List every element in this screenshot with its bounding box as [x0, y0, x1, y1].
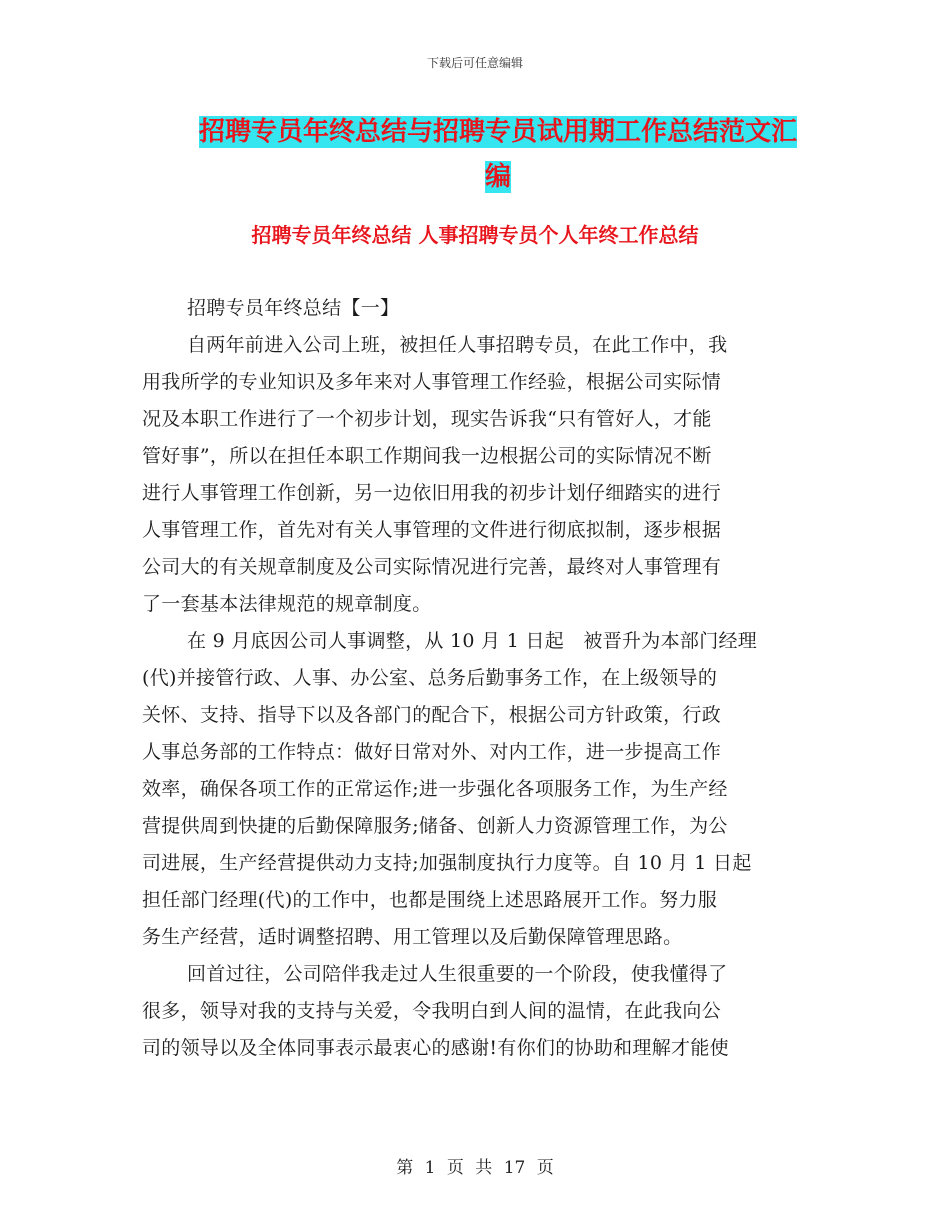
body-line: 回首过往，公司陪伴我走过人生很重要的一个阶段，使我懂得了	[187, 963, 728, 985]
document-title-line-1: 招聘专员年终总结与招聘专员试用期工作总结范文汇	[198, 117, 797, 147]
body-text	[142, 290, 810, 1067]
header-note: 下载后可任意编辑	[426, 56, 523, 70]
document-title	[192, 110, 804, 200]
section-title: 招聘专员年终总结 人事招聘专员个人年终工作总结	[251, 223, 699, 247]
body-line: 管好事”，所以在担任本职工作期间我一边根据公司的实际情况不断	[142, 445, 712, 467]
body-line: 在 9 月底因公司人事调整，从 10 月 1 日起 被晋升为本部门经理	[187, 630, 758, 652]
body-line: 人事管理工作，首先对有关人事管理的文件进行彻底拟制，逐步根据	[142, 519, 722, 541]
body-line: 司进展，生产经营提供动力支持;加强制度执行力度等。自 10 月 1 日起	[142, 852, 752, 874]
body-line: 进行人事管理工作创新，另一边依旧用我的初步计划仔细踏实的进行	[142, 482, 722, 504]
body-line: 营提供周到快捷的后勤保障服务;储备、创新人力资源管理工作，为公	[142, 815, 728, 837]
body-line: (代)并接管行政、人事、办公室、总务后勤事务工作，在上级领导的	[142, 667, 718, 689]
body-line: 用我所学的专业知识及多年来对人事管理工作经验，根据公司实际情	[142, 371, 722, 393]
body-line: 况及本职工作进行了一个初步计划，现实告诉我“只有管好人，才能	[142, 408, 712, 430]
body-line: 务生产经营，适时调整招聘、用工管理以及后勤保障管理思路。	[142, 926, 683, 948]
body-line: 担任部门经理(代)的工作中，也都是围绕上述思路展开工作。努力服	[142, 889, 718, 911]
body-line: 很多，领导对我的支持与关爱，令我明白到人间的温情，在此我向公	[142, 1000, 722, 1022]
page-number: 第 1 页 共 17 页	[396, 1158, 554, 1178]
body-line: 了一套基本法律规范的规章制度。	[142, 593, 432, 615]
body-line: 效率，确保各项工作的正常运作;进一步强化各项服务工作，为生产经	[142, 778, 728, 800]
body-line: 招聘专员年终总结【一】	[187, 297, 400, 319]
body-line: 人事总务部的工作特点：做好日常对外、对内工作，进一步提高工作	[142, 741, 722, 763]
body-line: 关怀、支持、指导下以及各部门的配合下，根据公司方针政策，行政	[142, 704, 722, 726]
body-line: 公司大的有关规章制度及公司实际情况进行完善，最终对人事管理有	[142, 556, 722, 578]
body-line: 司的领导以及全体同事表示最衷心的感谢!有你们的协助和理解才能使	[142, 1037, 729, 1059]
document-title-line-2: 编	[484, 162, 511, 192]
body-line: 自两年前进入公司上班，被担任人事招聘专员，在此工作中，我	[187, 334, 728, 356]
